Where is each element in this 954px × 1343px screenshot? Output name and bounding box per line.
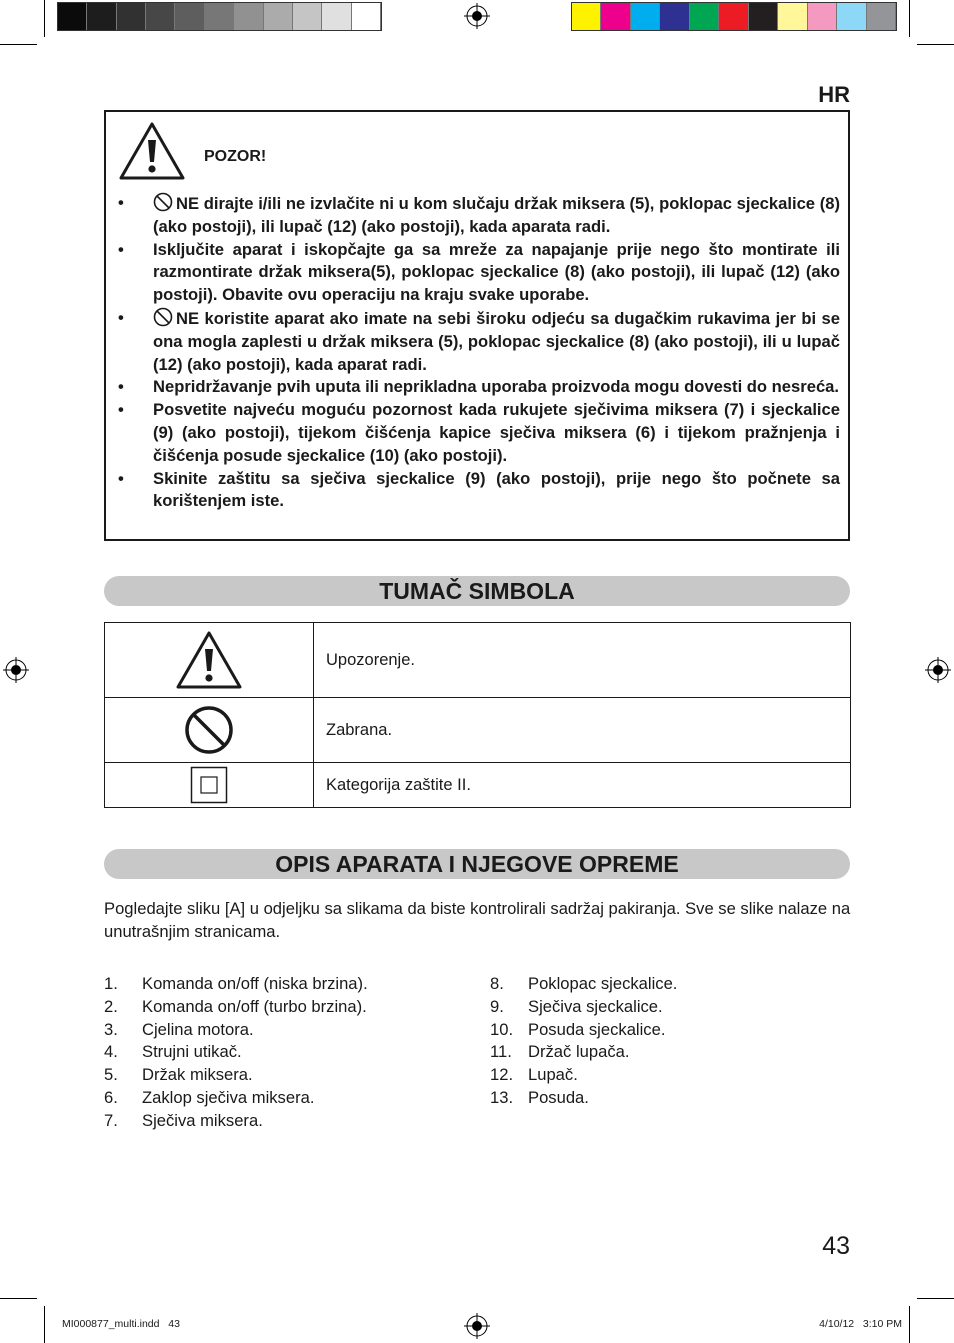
bullet: • (118, 400, 124, 420)
bullet: • (118, 377, 124, 397)
table-row (105, 698, 851, 763)
list-item (104, 1087, 368, 1110)
prohibition-icon (153, 192, 173, 212)
list-item-label: Komanda on/off (niska brzina). (142, 974, 368, 993)
gray-calibration-bar (57, 2, 382, 31)
list-item (490, 996, 677, 1019)
crop-mark (44, 0, 45, 37)
list-item (490, 1064, 677, 1087)
list-item (104, 1064, 368, 1087)
table-row (105, 623, 851, 698)
warning-triangle-icon (175, 629, 243, 691)
list-item-label: Sječiva miksera. (142, 1110, 263, 1130)
list-item (104, 1041, 368, 1064)
list-item-number: 13. (490, 1087, 514, 1107)
bullet: • (118, 307, 124, 327)
table-row (105, 763, 851, 808)
list-item-label: Komanda on/off (turbo brzina). (142, 996, 367, 1016)
warning-item-text: Skinite zaštitu sa sječiva sjeckalice (9) (ako postoji), prije nego što počnete sa korištenjem iste. (153, 468, 840, 511)
list-item (104, 996, 368, 1019)
list-item-number: 1. (104, 974, 118, 993)
color-swatch (660, 3, 689, 30)
list-item-label: Strujni utikač. (142, 1042, 242, 1062)
color-swatch (87, 3, 116, 30)
crop-mark (917, 1298, 954, 1299)
list-item-number: 8. (490, 974, 504, 993)
color-swatch (631, 3, 660, 30)
bullet: • (118, 193, 124, 212)
color-swatch (264, 3, 293, 30)
prohibition-icon (184, 705, 234, 755)
list-item-number: 11. (490, 1042, 512, 1062)
warning-item (118, 239, 840, 307)
list-item-label: Držač lupača. (528, 1042, 630, 1062)
list-item (490, 1087, 677, 1110)
warning-item-text: Posvetite najveću moguću pozornost kada rukujete sječivima miksera (7) i sjeckalice (9) (ako postoji), tijekom čišćenja kapice sječiva miksera (6) i tijekom pražnjenja i čišćenja posude sjeckalice (10) (ako postoji). (153, 400, 840, 465)
color-swatch (322, 3, 351, 30)
list-item-number: 6. (104, 1087, 118, 1107)
bullet: • (118, 239, 124, 259)
footer-file: MI000877_multi.indd 43 (62, 1318, 180, 1330)
symbols-table (104, 622, 851, 808)
warning-item (118, 307, 840, 376)
list-item-label: Sječiva sjeckalice. (528, 996, 663, 1016)
footer-datetime: 4/10/12 3:10 PM (819, 1318, 902, 1330)
list-item-label: Posuda sjeckalice. (528, 1019, 666, 1039)
warning-item-text: Nepridržavanje pvih uputa ili neprikladna uporaba proizvoda mogu dovesti do nesreća. (153, 377, 840, 397)
registration-mark-icon (925, 657, 951, 683)
list-item-number: 5. (104, 1065, 118, 1085)
list-item-label: Zaklop sječiva miksera. (142, 1087, 315, 1107)
registration-mark-icon (464, 3, 490, 29)
warning-item-text: Isključite aparat i iskopčajte ga sa mreže za napajanje prije nego što montirate ili razmontirate držak miksera(5), poklopac sjeckalice (8) (ako postoji), ili lupač (12) (ako postoji). Obavite ovu operaciju na kraju svake uporabe. (153, 239, 840, 305)
warning-item (118, 376, 840, 399)
warning-triangle-icon (118, 120, 186, 182)
symbol-label: Kategorija zaštite II. (314, 763, 851, 808)
parts-list-right (490, 973, 677, 1110)
color-swatch (234, 3, 263, 30)
warning-item (118, 399, 840, 467)
color-swatch (352, 3, 381, 30)
crop-mark (909, 0, 910, 37)
page-number: 43 (822, 1232, 850, 1260)
list-item-label: Držak miksera. (142, 1065, 253, 1085)
list-item (490, 973, 677, 996)
list-item-label: Posuda. (528, 1087, 589, 1107)
color-swatch (175, 3, 204, 30)
list-item-number: 3. (104, 1019, 118, 1039)
language-code: HR (818, 82, 850, 107)
prohibition-icon (153, 307, 173, 327)
registration-mark-icon (3, 657, 29, 683)
list-item-number: 12. (490, 1065, 514, 1085)
crop-mark (44, 1306, 45, 1343)
color-swatch (146, 3, 175, 30)
color-swatch (867, 3, 896, 30)
warning-box (104, 110, 850, 541)
list-item-number: 7. (104, 1110, 118, 1130)
warning-item-text: NE dirajte i/ili ne izvlačite ni u kom slučaju držak miksera (5), poklopac sjeckalice (8) (ako postoji), ili lupač (12) (ako postoji), kada aparata radi. (153, 194, 840, 236)
symbol-label: Upozorenje. (314, 623, 851, 698)
intro-paragraph: Pogledajte sliku [A] u odjeljku sa slikama da biste kontrolirali sadržaj pakiranja. Sve se slike nalaze na unutrašnjim stranicama. (104, 899, 851, 941)
symbol-label: Zabrana. (314, 698, 851, 763)
color-swatch (719, 3, 748, 30)
color-swatch (601, 3, 630, 30)
section-title-symbols: TUMAČ SIMBOLA (104, 576, 850, 606)
symbol-icon-cell (105, 763, 314, 808)
color-swatch (778, 3, 807, 30)
section-title-description: OPIS APARATA I NJEGOVE OPREME (104, 849, 850, 879)
symbol-icon-cell (105, 698, 314, 763)
registration-mark-icon (464, 1313, 490, 1339)
warning-list (118, 192, 840, 513)
class-ii-icon (190, 766, 228, 804)
list-item (104, 973, 368, 996)
color-swatch (117, 3, 146, 30)
warning-item (118, 468, 840, 514)
parts-list-left (104, 973, 368, 1133)
list-item-number: 4. (104, 1042, 118, 1062)
color-swatch (808, 3, 837, 30)
color-swatch (205, 3, 234, 30)
list-item-number: 9. (490, 996, 504, 1016)
crop-mark (917, 44, 954, 45)
color-swatch (749, 3, 778, 30)
list-item-label: Poklopac sjeckalice. (528, 974, 678, 993)
color-swatch (690, 3, 719, 30)
list-item (490, 1041, 677, 1064)
list-item-label: Cjelina motora. (142, 1019, 254, 1039)
color-swatch (293, 3, 322, 30)
warning-title: POZOR! (204, 148, 267, 165)
bullet: • (118, 468, 124, 488)
list-item-number: 2. (104, 996, 118, 1016)
warning-item (118, 192, 840, 239)
crop-mark (909, 1306, 910, 1343)
list-item (104, 1019, 368, 1042)
list-item (104, 1110, 368, 1133)
color-swatch (58, 3, 87, 30)
crop-mark (0, 1298, 37, 1299)
symbol-icon-cell (105, 623, 314, 698)
list-item-label: Lupač. (528, 1065, 578, 1085)
color-calibration-bar (571, 2, 897, 31)
list-item (490, 1019, 677, 1042)
color-swatch (837, 3, 866, 30)
list-item-number: 10. (490, 1019, 514, 1039)
warning-item-text: NE koristite aparat ako imate na sebi široku odjeću sa dugačkim rukavima jer bi se ona mogla zaplesti u držak miksera (5), poklopac sjeckalice (8) (ako postoji), ili u lupač (12) (ako postoji), kada aparat radi. (153, 308, 840, 374)
crop-mark (0, 44, 37, 45)
color-swatch (572, 3, 601, 30)
